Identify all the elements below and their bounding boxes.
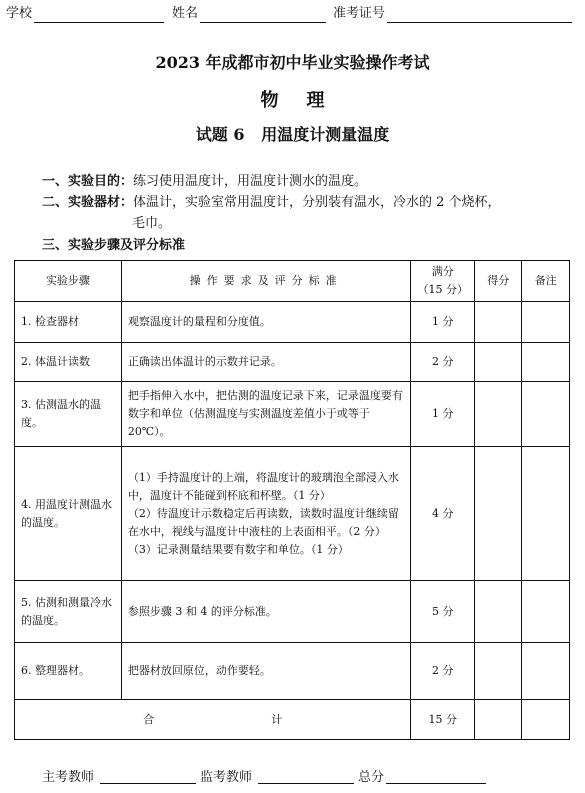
total-label-left: 合: [143, 712, 155, 726]
monitor-label: 监考教师: [200, 770, 253, 785]
row6-note-cell[interactable]: [522, 643, 570, 700]
row4-requirement-2: （2）待温度计示数稳定后再读数，读数时温度计继续留在水中，视线与温度计中液柱的上表面相平。（2 分）: [127, 506, 399, 538]
table-row: [15, 643, 570, 700]
total-row: [15, 700, 570, 740]
row3-step: 3. 估测温水的温度。: [15, 382, 122, 447]
chief-examiner-label: 主考教师: [42, 770, 95, 785]
total-score-cell[interactable]: [474, 700, 521, 740]
table-row: [15, 343, 570, 382]
row3-note-cell[interactable]: [522, 382, 570, 447]
school-field[interactable]: [34, 22, 164, 23]
table-row: [15, 581, 570, 643]
row1-requirement: 观察温度计的量程和分度值。: [121, 302, 411, 343]
equipment-label: 二、实验器材：: [42, 195, 134, 210]
total-score-label: 总分: [358, 770, 385, 785]
row6-score-cell[interactable]: [474, 643, 521, 700]
row4-requirement-3: （3）记录测量结果要有数字和单位。（1 分）: [127, 542, 349, 556]
row5-note-cell[interactable]: [522, 581, 570, 643]
row4-step: 4. 用温度计测温水的温度。: [15, 447, 122, 581]
header-score: 得分: [474, 261, 521, 302]
header-step: 实验步骤: [15, 261, 122, 302]
row5-score-cell[interactable]: [474, 581, 521, 643]
row2-step: 2. 体温计读数: [15, 343, 122, 382]
row5-full: 5 分: [411, 581, 475, 643]
header-requirement: 操作要求及评分标准: [121, 261, 411, 302]
header-fields: [0, 0, 585, 28]
total-score: 15 分: [411, 700, 475, 740]
name-label: 姓名: [172, 6, 199, 21]
row1-step: 1. 检查器材: [15, 302, 122, 343]
table-row: [15, 302, 570, 343]
exam-id-field[interactable]: [387, 22, 572, 23]
row2-score-cell[interactable]: [474, 343, 521, 382]
equipment-text-line1: 体温计，实验室常用温度计，分别装有温水，冷水的 2 个烧杯，: [133, 195, 501, 210]
name-field[interactable]: [200, 22, 326, 23]
row6-requirement: 把器材放回原位，动作要轻。: [121, 643, 411, 700]
exam-id-label: 准考证号: [333, 6, 386, 21]
header-full-score-line1: 满分: [431, 265, 454, 278]
row4-full: 4 分: [411, 447, 475, 581]
subject-title: 物理: [260, 90, 353, 111]
total-note-cell[interactable]: [522, 700, 570, 740]
row3-score-cell[interactable]: [474, 382, 521, 447]
row5-step: 5. 估测和测量冷水的温度。: [15, 581, 122, 643]
purpose-section: [42, 172, 367, 192]
table-header-row: [15, 261, 570, 302]
table-row: [15, 382, 570, 447]
row4-score-cell[interactable]: [474, 447, 521, 581]
header-note: 备注: [522, 261, 570, 302]
item-title: 试题 6 用温度计测量温度: [195, 125, 390, 144]
row2-full: 2 分: [411, 343, 475, 382]
row3-requirement: 把手指伸入水中，把估测的温度记录下来，记录温度要有数字和单位（估测温度与实测温度差值小于或等于 20℃）。: [121, 382, 411, 447]
steps-label: 三、实验步骤及评分标准: [42, 238, 186, 253]
purpose-label: 一、实验目的：: [42, 174, 134, 189]
school-label: 学校: [6, 6, 33, 21]
scoring-table: [14, 260, 570, 740]
equipment-section: [42, 193, 582, 213]
total-label: [15, 700, 411, 740]
purpose-text: 练习使用温度计，用温度计测水的温度。: [133, 174, 368, 189]
total-label-right: 计: [271, 712, 283, 726]
row6-full: 2 分: [411, 643, 475, 700]
chief-examiner-field[interactable]: [100, 783, 196, 784]
monitor-field[interactable]: [258, 783, 354, 784]
row5-requirement: 参照步骤 3 和 4 的评分标准。: [121, 581, 411, 643]
exam-title: 2023 年成都市初中毕业实验操作考试: [155, 53, 430, 72]
row2-note-cell[interactable]: [522, 343, 570, 382]
equipment-text-line2: 毛巾。: [132, 216, 172, 231]
header-full-score: [411, 261, 475, 302]
table-row: [15, 447, 570, 581]
row2-requirement: 正确读出体温计的示数并记录。: [121, 343, 411, 382]
header-full-score-line2: （15 分）: [417, 283, 468, 296]
row3-full: 1 分: [411, 382, 475, 447]
row1-note-cell[interactable]: [522, 302, 570, 343]
row6-step: 6. 整理器材。: [15, 643, 122, 700]
row4-requirement: [121, 447, 411, 581]
row4-requirement-1: （1）手持温度计的上端，将温度计的玻璃泡全部浸入水中，温度计不能碰到杯底和杯壁。（1 分）: [127, 470, 399, 502]
row1-full: 1 分: [411, 302, 475, 343]
row4-note-cell[interactable]: [522, 447, 570, 581]
total-score-field[interactable]: [386, 783, 486, 784]
row1-score-cell[interactable]: [474, 302, 521, 343]
